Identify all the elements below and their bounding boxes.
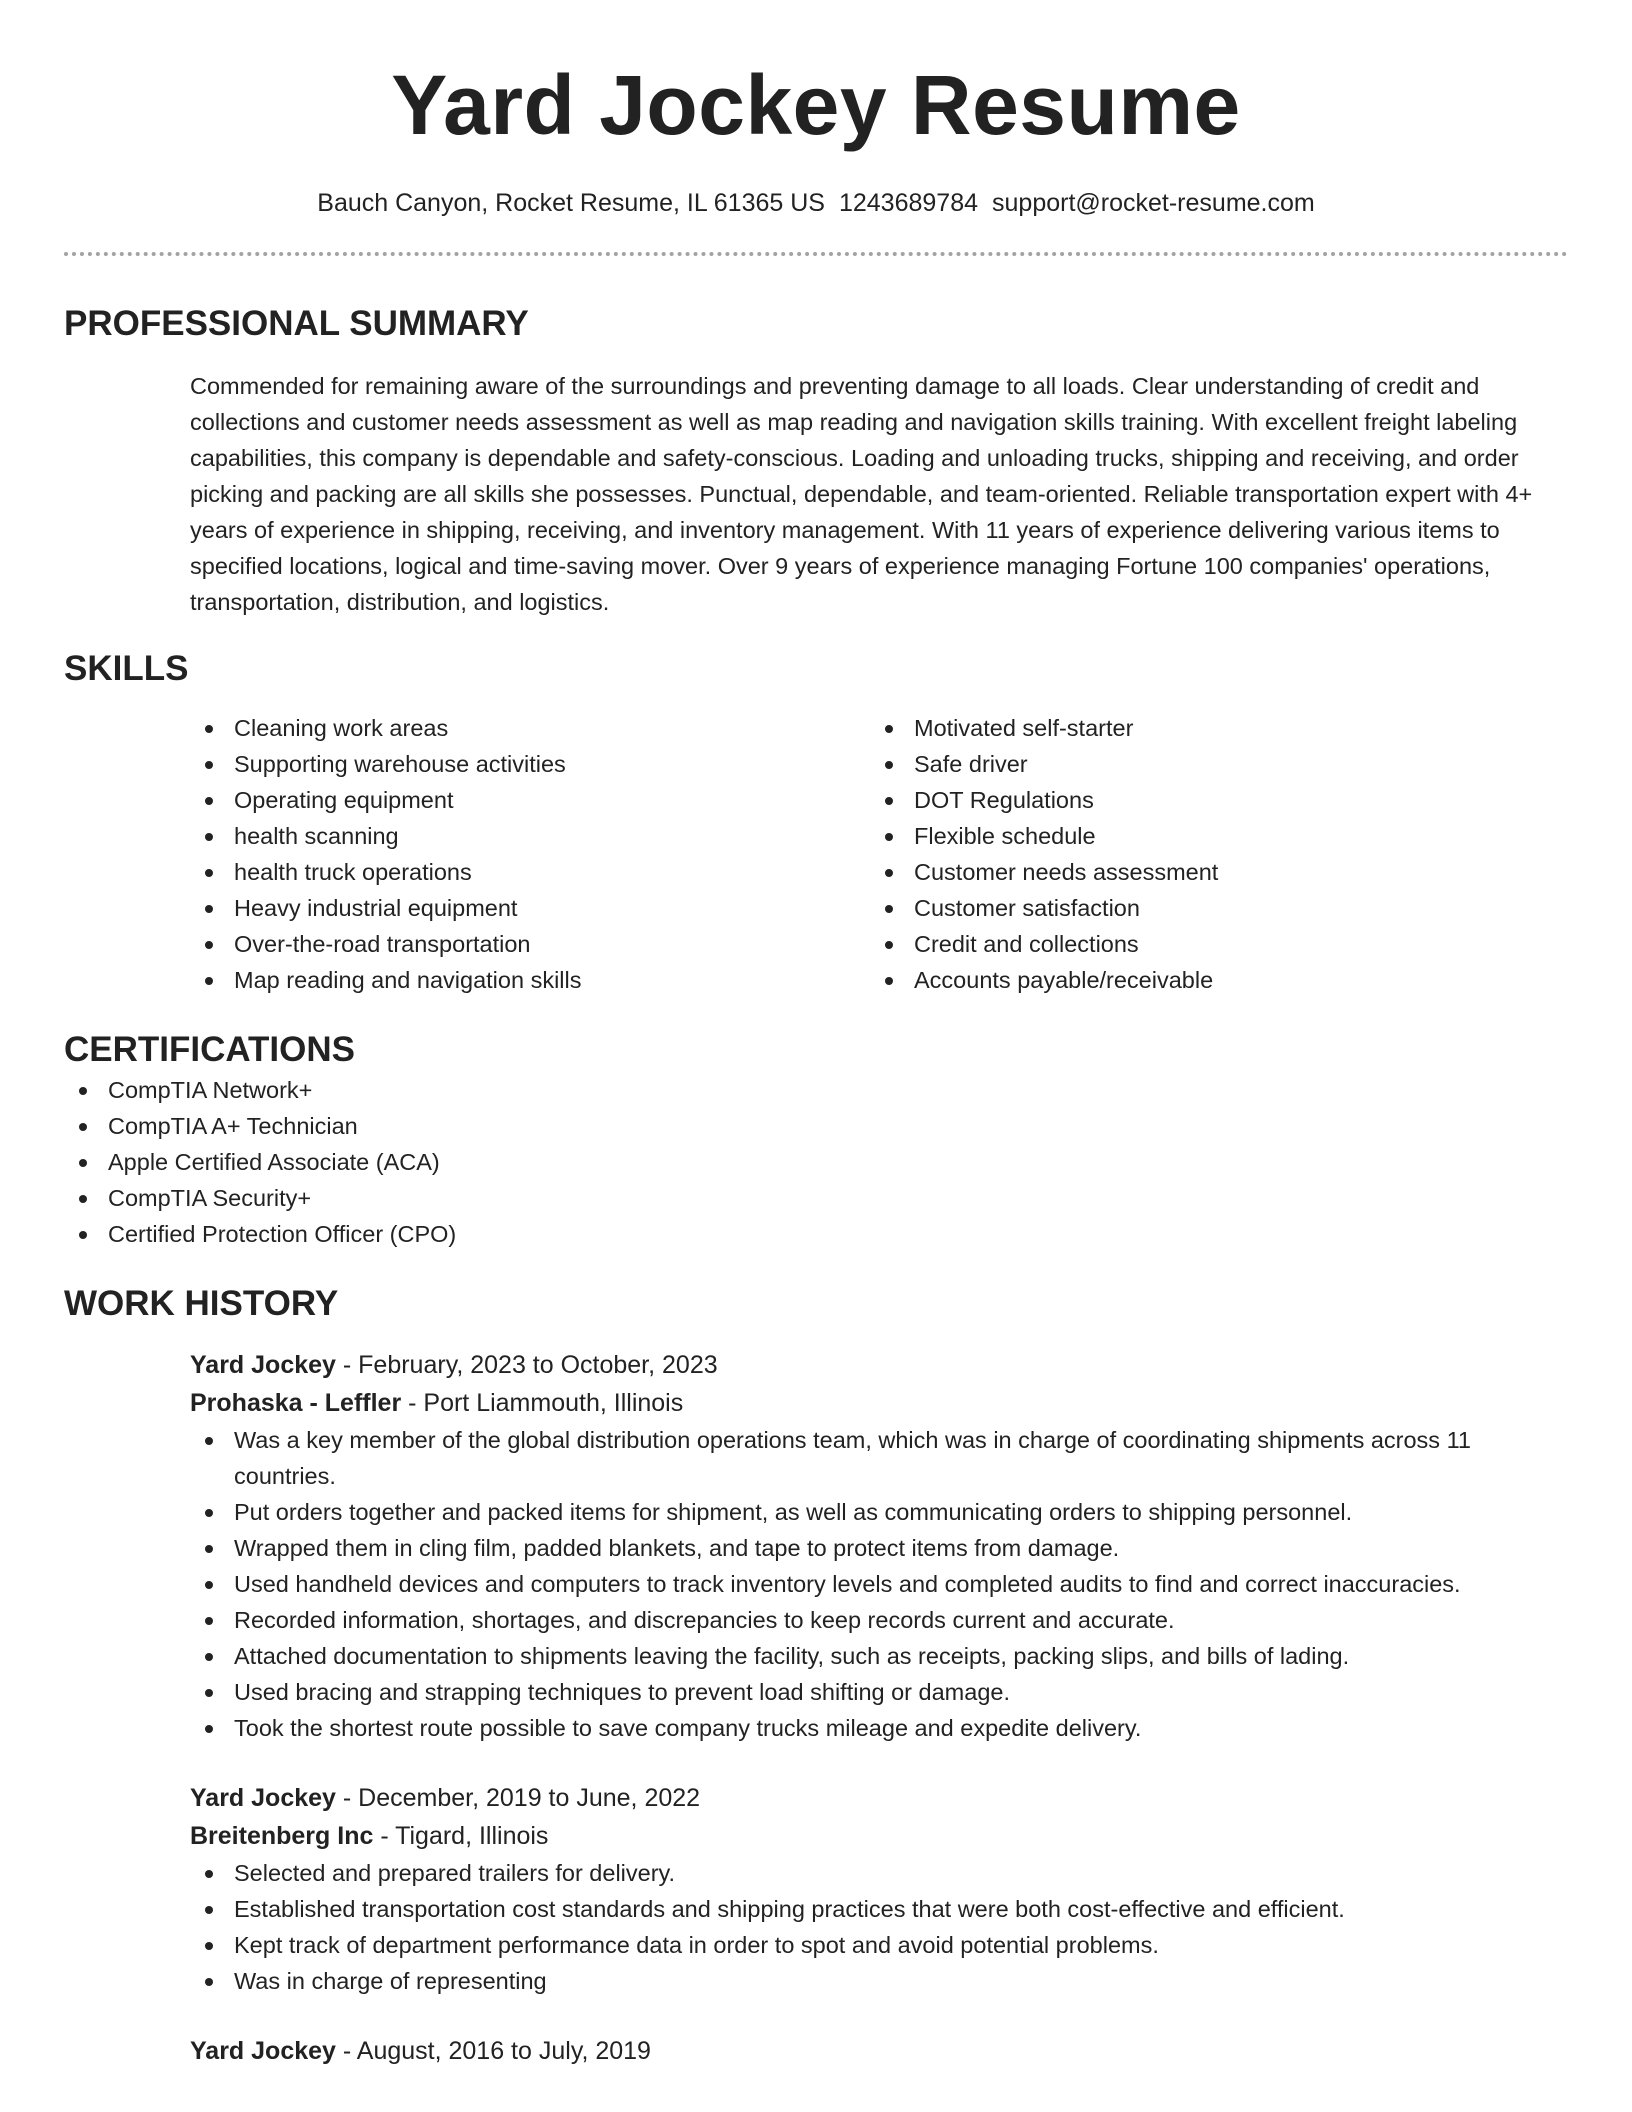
- header-divider: [64, 252, 1568, 256]
- skill-item: Accounts payable/receivable: [870, 962, 1550, 998]
- job-location: - Port Liammouth, Illinois: [401, 1389, 684, 1417]
- skill-item: Operating equipment: [190, 782, 870, 818]
- certifications-heading: CERTIFICATIONS: [64, 1030, 356, 1069]
- summary-section: [64, 302, 1568, 620]
- job-dates: - February, 2023 to October, 2023: [335, 1351, 718, 1379]
- job-company: Breitenberg Inc: [190, 1822, 374, 1850]
- skill-item: Safe driver: [870, 746, 1550, 782]
- skills-section: [64, 647, 1568, 998]
- work-history-heading: WORK HISTORY: [64, 1284, 339, 1323]
- job-duty: Attached documentation to shipments leaving the facility, such as receipts, packing slips, and bills of lading.: [190, 1638, 1568, 1674]
- page-title: Yard Jockey Resume: [391, 58, 1241, 152]
- job-duties: [190, 1422, 1568, 1746]
- skill-item: Over-the-road transportation: [190, 926, 870, 962]
- skill-item: Credit and collections: [870, 926, 1550, 962]
- resume-header: [64, 52, 1568, 256]
- skills-grid: [190, 710, 1568, 998]
- job-duties: [190, 1855, 1568, 1999]
- job-title: Yard Jockey: [190, 1351, 336, 1379]
- job-dates: - August, 2016 to July, 2019: [335, 2037, 651, 2065]
- skills-right-column: [870, 710, 1550, 998]
- contact-email: support@rocket-resume.com: [992, 189, 1315, 217]
- contact-address: Bauch Canyon, Rocket Resume, IL 61365 US: [317, 189, 825, 217]
- job-title-line: [190, 1779, 1568, 1817]
- job-title: Yard Jockey: [190, 2037, 336, 2065]
- skills-heading: SKILLS: [64, 649, 189, 688]
- job-duty: Used handheld devices and computers to track inventory levels and completed audits to find and correct inaccuracies.: [190, 1566, 1568, 1602]
- job-duty: Established transportation cost standards and shipping practices that were both cost-effective and efficient.: [190, 1891, 1568, 1927]
- certification-item: Certified Protection Officer (CPO): [64, 1216, 1568, 1252]
- job-entry: [190, 1779, 1568, 1999]
- job-title: Yard Jockey: [190, 1784, 336, 1812]
- work-history-section: [64, 1282, 1568, 2070]
- skill-item: Customer satisfaction: [870, 890, 1550, 926]
- job-duty: Wrapped them in cling film, padded blankets, and tape to protect items from damage.: [190, 1530, 1568, 1566]
- job-title-line: [190, 1346, 1568, 1384]
- skill-item: health scanning: [190, 818, 870, 854]
- job-duty: Kept track of department performance data in order to spot and avoid potential problems.: [190, 1927, 1568, 1963]
- skill-item: Motivated self-starter: [870, 710, 1550, 746]
- job-duty: Was in charge of representing: [190, 1963, 1568, 1999]
- job-duty: Recorded information, shortages, and discrepancies to keep records current and accurate.: [190, 1602, 1568, 1638]
- skill-item: Flexible schedule: [870, 818, 1550, 854]
- job-duty: Was a key member of the global distribution operations team, which was in charge of coordinating shipments across 11 countries.: [190, 1422, 1568, 1494]
- skill-item: health truck operations: [190, 854, 870, 890]
- summary-heading: PROFESSIONAL SUMMARY: [64, 304, 529, 343]
- certification-item: CompTIA A+ Technician: [64, 1108, 1568, 1144]
- job-duty: Used bracing and strapping techniques to prevent load shifting or damage.: [190, 1674, 1568, 1710]
- certifications-section: [64, 1028, 1568, 1252]
- job-duty: Selected and prepared trailers for delivery.: [190, 1855, 1568, 1891]
- skill-item: Heavy industrial equipment: [190, 890, 870, 926]
- skill-item: Map reading and navigation skills: [190, 962, 870, 998]
- skill-item: Supporting warehouse activities: [190, 746, 870, 782]
- job-duty: Took the shortest route possible to save company trucks mileage and expedite delivery.: [190, 1710, 1568, 1746]
- skill-item: Cleaning work areas: [190, 710, 870, 746]
- certifications-list: [64, 1072, 1568, 1252]
- summary-text: Commended for remaining aware of the surroundings and preventing damage to all loads. Clear understanding of credit and collections and customer needs assessment as well as map reading and navigation skills training. With excellent freight labeling capabilities, this company is dependable and safety-conscious. Loading and unloading trucks, shipping and receiving, and order picking and packing are all skills she possesses. Punctual, dependable, and team-oriented. Reliable transportation expert with 4+ years of experience in shipping, receiving, and inventory management. With 11 years of experience delivering various items to specified locations, logical and time-saving mover. Over 9 years of experience managing Fortune 100 companies' operations, transportation, distribution, and logistics.: [190, 373, 1533, 615]
- certification-item: CompTIA Network+: [64, 1072, 1568, 1108]
- skills-left-column: [190, 710, 870, 998]
- contact-phone: 1243689784: [838, 189, 979, 217]
- job-location: - Tigard, Illinois: [373, 1822, 549, 1850]
- job-company-line: [190, 1384, 1568, 1422]
- skill-item: Customer needs assessment: [870, 854, 1550, 890]
- skill-item: DOT Regulations: [870, 782, 1550, 818]
- job-company: Prohaska - Leffler: [190, 1389, 402, 1417]
- resume-page: [64, 0, 1568, 2070]
- job-title-line: [190, 2032, 1568, 2070]
- certification-item: Apple Certified Associate (ACA): [64, 1144, 1568, 1180]
- job-entry: [190, 1346, 1568, 1746]
- job-duty: Put orders together and packed items for shipment, as well as communicating orders to shipping personnel.: [190, 1494, 1568, 1530]
- contact-line: [64, 186, 1568, 220]
- job-company-line: [190, 1817, 1568, 1855]
- certification-item: CompTIA Security+: [64, 1180, 1568, 1216]
- job-entry: [190, 2032, 1568, 2070]
- job-dates: - December, 2019 to June, 2022: [335, 1784, 701, 1812]
